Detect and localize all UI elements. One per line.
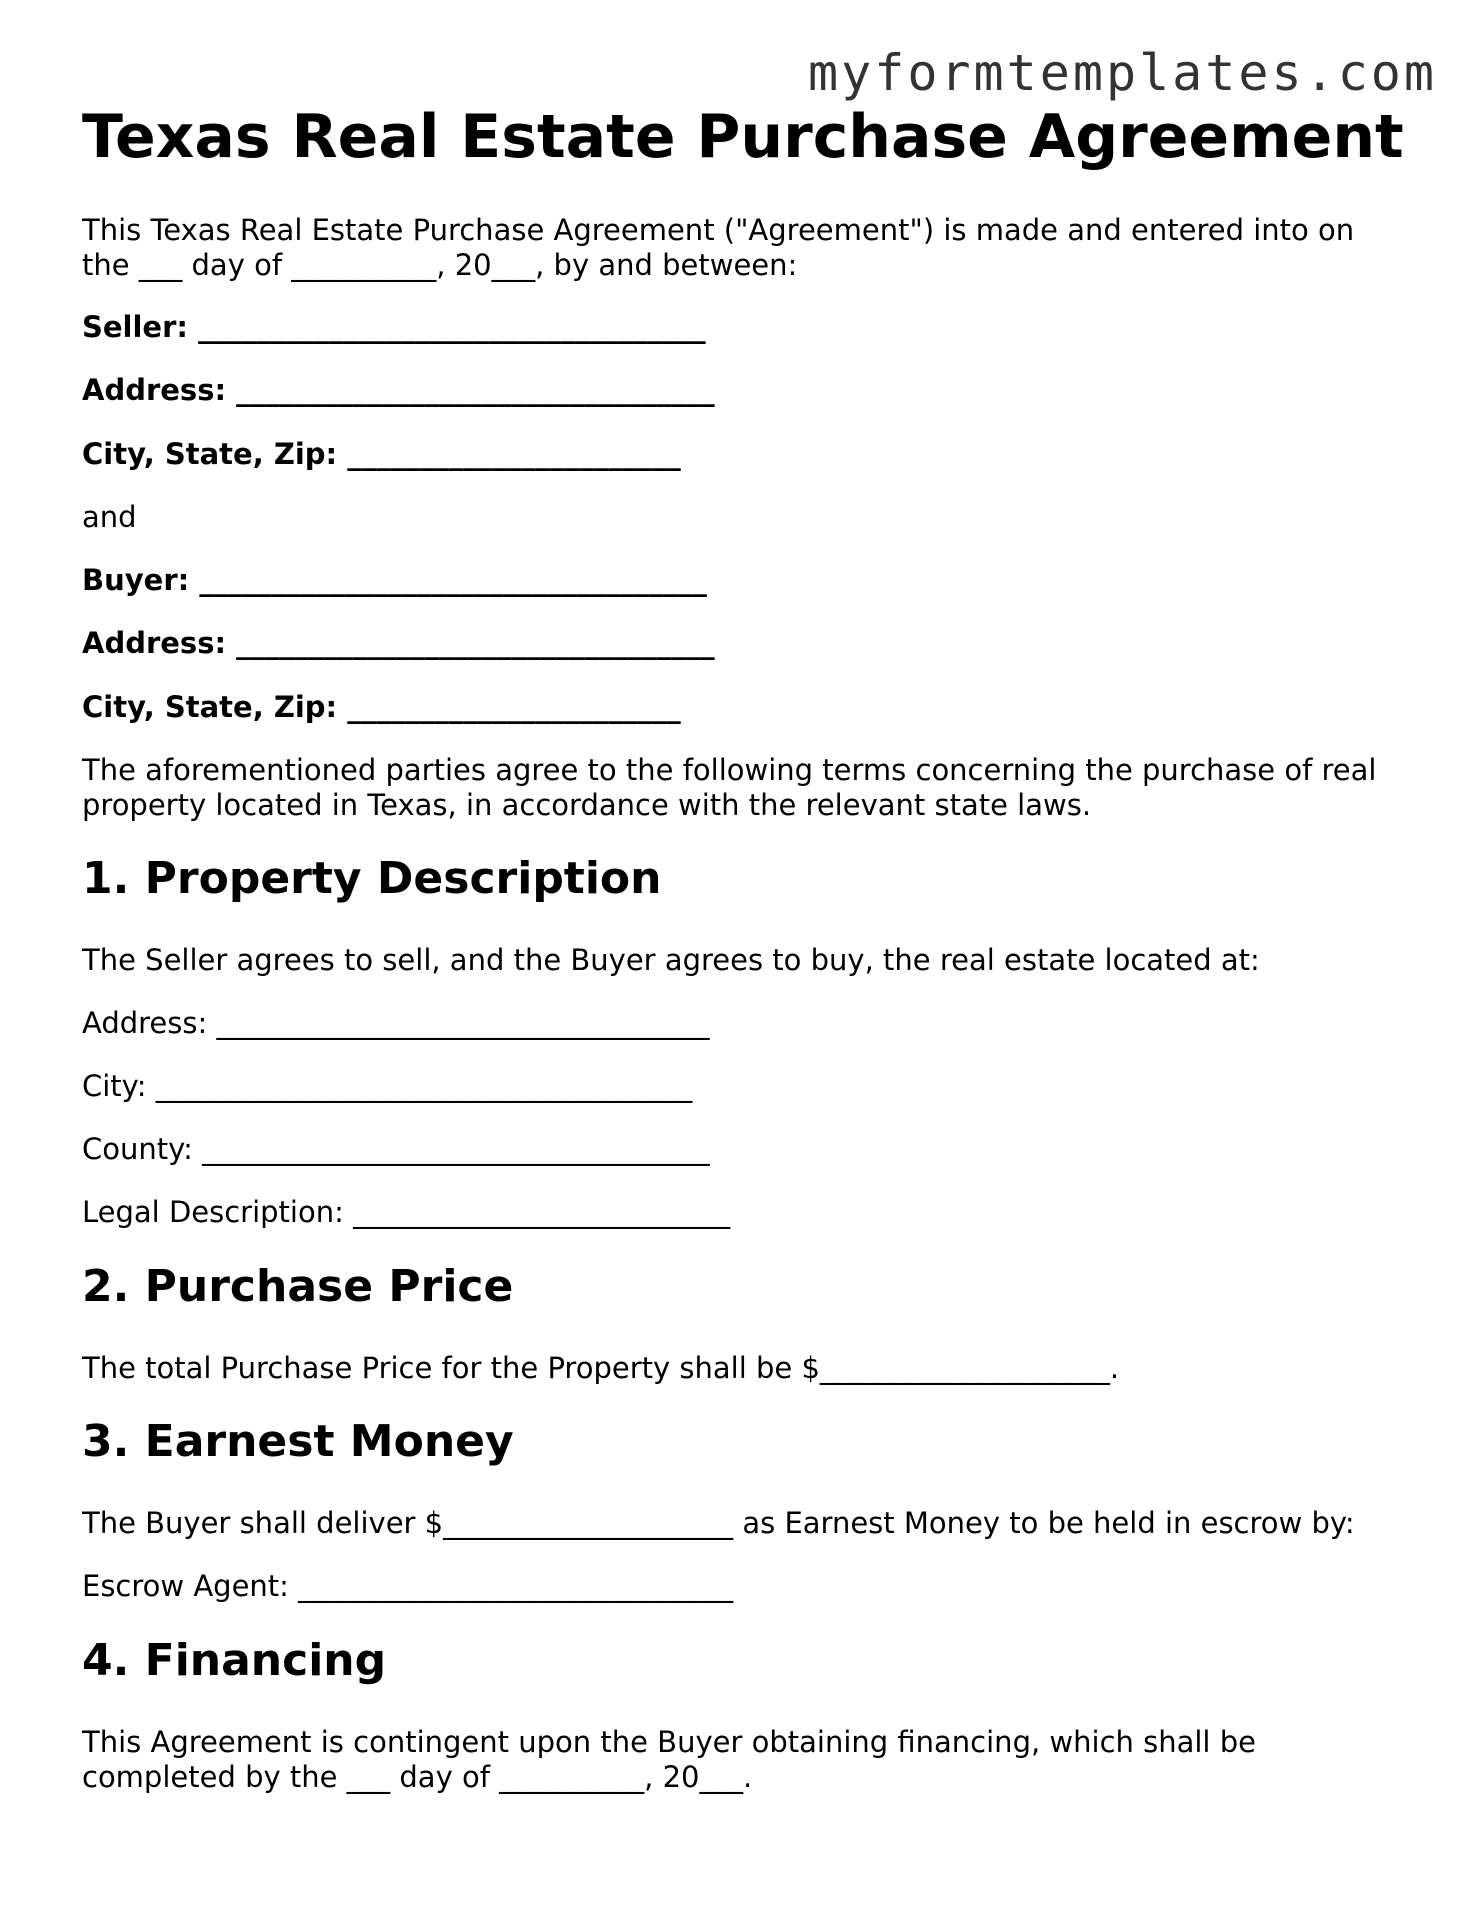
intro-line-2: the ___ day of __________, 20___, by and between: xyxy=(82,248,798,282)
seller-address-field: Address: _________________________________ xyxy=(82,373,715,407)
seller-name-field: Seller: ___________________________________ xyxy=(82,310,706,344)
buyer-address-field: Address: _________________________________ xyxy=(82,626,715,660)
escrow-agent-field: Escrow Agent: ______________________________ xyxy=(82,1569,734,1603)
parties-statement-line-1: The aforementioned parties agree to the following terms concerning the purchase of real xyxy=(82,753,1377,787)
earnest-money-statement: The Buyer shall deliver $____________________ as Earnest Money to be held in escrow by: xyxy=(82,1506,1355,1540)
financing-line-1: This Agreement is contingent upon the Buyer obtaining financing, which shall be xyxy=(82,1725,1256,1759)
and-text: and xyxy=(82,500,137,534)
buyer-name-field: Buyer: ___________________________________ xyxy=(82,563,707,597)
parties-statement-line-2: property located in Texas, in accordance with the relevant state laws. xyxy=(82,788,1092,822)
property-city-field: City: _____________________________________ xyxy=(82,1069,693,1103)
buyer-city-state-zip-field: City, State, Zip: _______________________ xyxy=(82,690,681,724)
section-2-heading: 2. Purchase Price xyxy=(82,1261,514,1312)
property-county-field: County: ___________________________________ xyxy=(82,1132,710,1166)
document-title: Texas Real Estate Purchase Agreement xyxy=(82,102,1404,172)
section-1-statement: The Seller agrees to sell, and the Buyer agrees to buy, the real estate located at: xyxy=(82,943,1260,977)
property-address-field: Address: __________________________________ xyxy=(82,1006,710,1040)
property-legal-description-field: Legal Description: __________________________ xyxy=(82,1195,731,1229)
section-1-heading: 1. Property Description xyxy=(82,853,662,904)
financing-line-2: completed by the ___ day of __________, 20___. xyxy=(82,1760,753,1794)
seller-city-state-zip-field: City, State, Zip: _______________________ xyxy=(82,437,681,471)
intro-line-1: This Texas Real Estate Purchase Agreement ("Agreement") is made and entered into on xyxy=(82,213,1355,247)
section-4-heading: 4. Financing xyxy=(82,1635,387,1686)
purchase-price-statement: The total Purchase Price for the Property shall be $____________________. xyxy=(82,1351,1120,1385)
section-3-heading: 3. Earnest Money xyxy=(82,1416,514,1467)
watermark: myformtemplates.com xyxy=(808,44,1437,102)
